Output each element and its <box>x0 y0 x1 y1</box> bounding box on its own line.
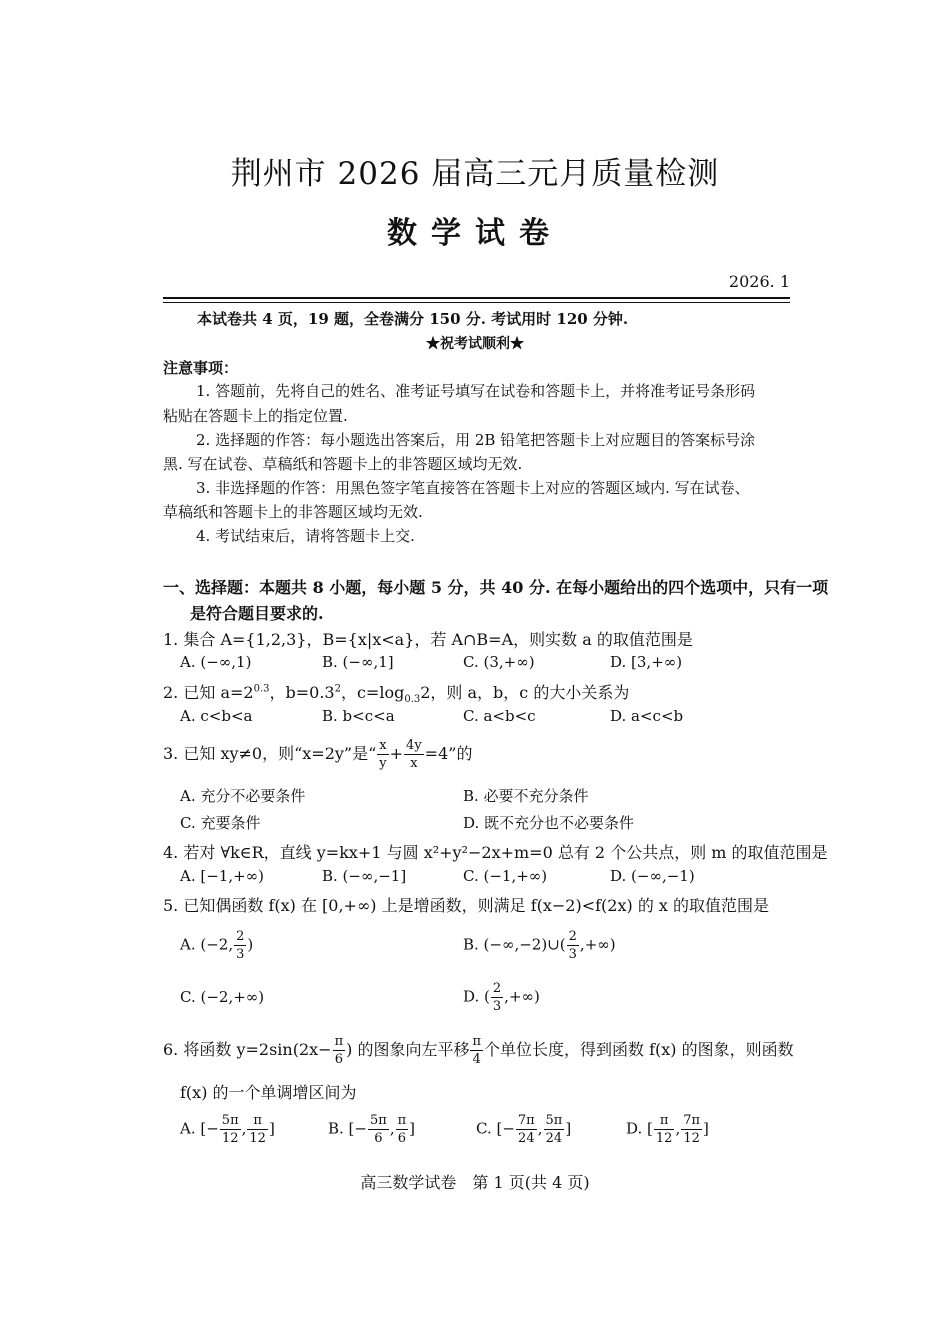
option-c: C. 充要条件 <box>180 814 261 832</box>
header-rule-thin <box>163 302 790 303</box>
option-d: D. [3,+∞) <box>610 653 683 671</box>
option-c: C. (−2,+∞) <box>180 988 265 1006</box>
option-a: A. c<b<a <box>180 707 253 725</box>
question-stem-cont: f(x) 的一个单调增区间为 <box>180 1083 357 1102</box>
stem-part: ，b=0.3 <box>269 683 335 702</box>
option-b: B. (−∞,1] <box>322 653 394 671</box>
notice-line: 1. 答题前，先将自己的姓名、准考证号填写在试卷和答题卡上，并将准考证号条形码 <box>196 382 756 400</box>
notice-line: 2. 选择题的作答：每小题选出答案后，用 2B 铅笔把答题卡上对应题目的答案标号涂 <box>196 431 756 449</box>
good-luck-banner: ★祝考试顺利★ <box>426 336 524 352</box>
exam-subject-title: 数学试卷 <box>387 216 563 251</box>
option-a: A. 充分不必要条件 <box>180 787 306 805</box>
stem-part: =4”的 <box>424 744 473 763</box>
exam-title: 荆州市 2026 届高三元月质量检测 <box>230 156 720 192</box>
option-c: C. [− $\frac{7\pi}{24}$ , $\frac{5\pi}{24}$ ] <box>476 1113 572 1146</box>
option-b: B. [− $\frac{5\pi}{6}$ , $\frac{\pi}{6}$ ] <box>328 1113 415 1146</box>
fraction: $\frac{4y}{x}$ <box>406 738 422 771</box>
notice-line: 3. 非选择题的作答：用黑色签字笔直接答在答题卡上对应的答题区域内. 写在试卷、 <box>196 479 750 497</box>
option-b: B. (−∞,−1] <box>322 867 407 885</box>
page-footer: 高三数学试卷 第 1 页(共 4 页) <box>360 1173 590 1192</box>
section-heading: 一、选择题：本题共 8 小题，每小题 5 分，共 40 分. 在每小题给出的四个选项中，只有一项 <box>163 578 829 597</box>
stem-part: 2. 已知 a=2 <box>163 683 254 702</box>
notice-line: 4. 考试结束后，请将答题卡上交. <box>196 527 415 545</box>
exponent: 0.3 <box>253 683 270 695</box>
exam-summary: 本试卷共 4 页，19 题，全卷满分 150 分. 考试用时 120 分钟. <box>197 310 629 328</box>
option-a: A. (−2, $\frac{2}{3}$ ) <box>180 929 254 962</box>
question-stem: 1. 集合 A={1,2,3}，B={x|x<a}，若 A∩B=A，则实数 a 的取值范围是 <box>163 630 693 649</box>
notice-line: 草稿纸和答题卡上的非答题区域均无效. <box>163 503 423 521</box>
option-d: D. 既不充分也不必要条件 <box>463 814 635 832</box>
header-rule-thick <box>163 297 790 299</box>
notice-line: 粘贴在答题卡上的指定位置. <box>163 407 348 425</box>
fraction: $\frac{x}{y}$ <box>379 738 387 771</box>
option-c: C. (3,+∞) <box>463 653 535 671</box>
question-stem: 4. 若对 ∀k∈R，直线 y=kx+1 与圆 x²+y²−2x+m=0 总有 2 个公共点，则 m 的取值范围是 <box>163 843 828 862</box>
notice-line: 黑. 写在试卷、草稿纸和答题卡上的非答题区域均无效. <box>163 455 523 473</box>
exponent: 2 <box>334 683 341 695</box>
option-b: B. (−∞,−2)∪( $\frac{2}{3}$ ,+∞) <box>463 929 616 962</box>
notice-heading: 注意事项： <box>163 359 239 377</box>
option-d: D. [ $\frac{\pi}{12}$ , $\frac{7\pi}{12}$ ] <box>626 1113 709 1146</box>
section-heading-cont: 是符合题目要求的. <box>190 604 324 623</box>
option-b: B. b<c<a <box>322 707 395 725</box>
option-a: A. [−1,+∞) <box>180 867 265 885</box>
question-stem: 5. 已知偶函数 f(x) 在 [0,+∞) 上是增函数，则满足 f(x−2)<f(2x) 的 x 的取值范围是 <box>163 896 770 915</box>
option-a: A. (−∞,1) <box>180 653 252 671</box>
option-a: A. [− $\frac{5\pi}{12}$ , $\frac{\pi}{12}$ ] <box>180 1113 275 1146</box>
option-c: C. a<b<c <box>463 707 536 725</box>
question-stem <box>163 680 629 705</box>
option-d: D. a<c<b <box>610 707 684 725</box>
stem-part: 2，则 a，b，c 的大小关系为 <box>420 683 630 702</box>
stem-part: ，c=log <box>340 683 405 702</box>
option-d: D. (−∞,−1) <box>610 867 695 885</box>
option-d: D. ( $\frac{2}{3}$ ,+∞) <box>463 981 540 1014</box>
question-stem: 3. 已知 xy≠0，则“x=2y”是“ $\frac{x}{y}$ + $\frac{4y}{x}$ =4”的 <box>163 738 473 771</box>
question-stem: 6. 将函数 y=2sin(2x− $\frac{\pi}{6}$ ) 的图象向左平移 $\frac{\pi}{4}$ 个单位长度，得到函数 f(x) 的图象，则函数 <box>163 1034 794 1067</box>
stem-part: 3. 已知 xy≠0，则“x=2y”是“ <box>163 744 377 763</box>
option-c: C. (−1,+∞) <box>463 867 548 885</box>
log-base: 0.3 <box>404 694 421 706</box>
option-b: B. 必要不充分条件 <box>463 787 589 805</box>
exam-date: 2026. 1 <box>728 272 790 291</box>
